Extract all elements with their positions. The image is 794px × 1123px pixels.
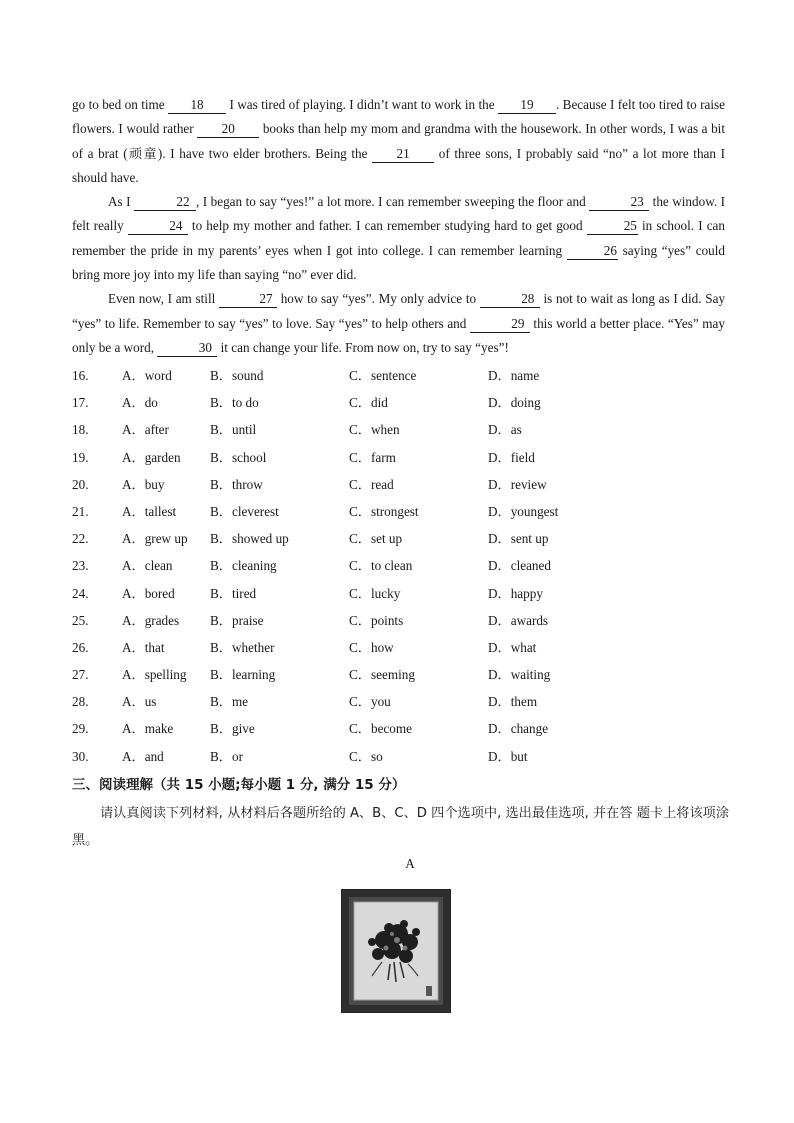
question-24: [72, 580, 732, 607]
question-number: 18.: [72, 422, 89, 438]
passage-text: . Because I felt too tired to raise flowers. I would rather: [72, 97, 726, 137]
question-28: [72, 688, 732, 715]
option-b: B．or: [210, 748, 243, 764]
passage-text: As I: [108, 194, 131, 210]
question-22: [72, 525, 732, 552]
passage-text: to help my mother and father. I can remember studying hard to get good: [191, 218, 583, 234]
option-b: B．whether: [210, 639, 275, 655]
question-number: 19.: [72, 449, 89, 465]
option-d: D．them: [488, 694, 538, 710]
option-b: B．school: [210, 449, 267, 465]
blank-24: 24: [128, 218, 188, 235]
option-d: D．cleaned: [488, 558, 551, 574]
option-b: B．praise: [210, 612, 264, 628]
question-number: 30.: [72, 748, 89, 764]
option-c: C．farm: [349, 449, 396, 465]
option-a: A．tallest: [122, 503, 177, 519]
option-c: C．when: [349, 422, 400, 438]
option-d: D．but: [488, 748, 528, 764]
passage-text: saying “yes” could bring more joy into my life than saying “no” ever did.: [72, 242, 725, 283]
option-c: C．set up: [349, 531, 403, 547]
section-instruction: 请认真阅读下列材料, 从材料后各题所给的 A、B、C、D 四个选项中, 选出最佳选项, 并在答 题卡上将该项涂黑。: [72, 806, 730, 848]
option-d: D．waiting: [488, 667, 551, 683]
option-d: D．youngest: [488, 503, 559, 519]
option-c: C．points: [349, 612, 404, 628]
blank-21: 21: [372, 146, 434, 163]
question-number: 22.: [72, 531, 89, 547]
blank-19: 19: [498, 97, 556, 114]
option-c: C．how: [349, 639, 394, 655]
option-c: C．seeming: [349, 667, 415, 683]
option-a: A．that: [122, 639, 165, 655]
framed-flower-picture-icon: [341, 889, 451, 1013]
blank-20: 20: [197, 121, 259, 138]
question-17: [72, 389, 732, 416]
passage-text: in school. I can remember the pride in my parents’ eyes when I got into college. I can remember learning: [72, 218, 725, 258]
question-16: [72, 362, 732, 389]
option-c: C．lucky: [349, 585, 401, 601]
option-d: D．awards: [488, 612, 549, 628]
blank-30: 30: [157, 340, 217, 357]
passage-text: , I began to say “yes!” a lot more. I can remember sweeping the floor and: [196, 194, 586, 210]
question-number: 23.: [72, 558, 89, 574]
option-b: B．me: [210, 694, 249, 710]
passage-text: this world a better place. “Yes” may only be a word,: [72, 315, 726, 355]
option-c: C．become: [349, 721, 412, 737]
question-20: [72, 471, 732, 498]
option-d: D．doing: [488, 395, 541, 411]
picture-drawing: [342, 890, 450, 1012]
option-a: A．clean: [122, 558, 173, 574]
blank-29: 29: [470, 316, 530, 333]
option-c: C．sentence: [349, 368, 417, 383]
question-number: 21.: [72, 503, 89, 519]
option-b: B．to do: [210, 395, 259, 411]
option-c: C．did: [349, 395, 388, 411]
option-a: A．buy: [122, 476, 165, 492]
question-18: [72, 416, 732, 443]
passage-paragraph-2: [72, 190, 725, 287]
passage-text: go to bed on time: [72, 97, 165, 112]
option-a: A．spelling: [122, 667, 187, 683]
option-b: B．until: [210, 422, 257, 438]
option-a: A．us: [122, 694, 157, 710]
question-29: [72, 715, 732, 742]
question-number: 17.: [72, 395, 89, 411]
option-d: D．sent up: [488, 531, 549, 547]
option-b: B．sound: [210, 368, 264, 383]
question-number: 20.: [72, 476, 89, 492]
blank-18: 18: [168, 97, 226, 114]
question-number: 29.: [72, 721, 89, 737]
option-b: B．give: [210, 721, 255, 737]
question-number: 24.: [72, 585, 89, 601]
question-number: 27.: [72, 667, 89, 683]
passage-text: it can change your life. From now on, try to say “yes”!: [220, 339, 509, 355]
option-a: A．grades: [122, 612, 180, 628]
question-number: 25.: [72, 612, 89, 628]
blank-23: 23: [589, 194, 649, 211]
option-a: A．bored: [122, 585, 175, 601]
blank-28: 28: [480, 291, 540, 308]
option-d: D．field: [488, 449, 535, 465]
option-a: A．word: [122, 368, 172, 383]
option-d: D．happy: [488, 585, 543, 601]
blank-26: 26: [567, 243, 618, 260]
option-a: A．grew up: [122, 531, 188, 547]
section-title: 三、阅读理解（共 15 小题;每小题 1 分, 满分 15 分）: [72, 777, 406, 793]
option-d: D．what: [488, 639, 537, 655]
passage-paragraph-3: [72, 287, 725, 360]
option-b: B．throw: [210, 476, 263, 492]
blank-22: 22: [134, 194, 196, 211]
question-26: [72, 634, 732, 661]
option-b: B．showed up: [210, 531, 289, 547]
passage-text: books than help my mom and grandma with the housework. In other words, I was a bit of a brat (顽童). I have two elder brothers. Being the: [72, 121, 726, 161]
question-23: [72, 552, 732, 579]
option-d: D．review: [488, 476, 547, 492]
passage-text: how to say “yes”. My only advice to: [280, 291, 477, 307]
option-a: A．and: [122, 748, 164, 764]
cloze-passage: [72, 93, 725, 360]
passage-text: Even now, I am still: [108, 291, 216, 307]
option-c: C．to clean: [349, 558, 413, 574]
option-a: A．after: [122, 422, 169, 438]
blank-25: 25: [587, 218, 638, 235]
question-19: [72, 444, 732, 471]
passage-text: I was tired of playing. I didn’t want to work in the: [229, 97, 495, 112]
option-b: B．cleaning: [210, 558, 277, 574]
option-b: B．cleverest: [210, 503, 279, 519]
question-25: [72, 607, 732, 634]
option-d: D．change: [488, 721, 549, 737]
question-number: 16.: [72, 368, 89, 383]
passage-paragraph-1: [72, 93, 725, 190]
answer-options: [72, 362, 732, 770]
option-b: B．learning: [210, 667, 276, 683]
option-d: D．name: [488, 368, 540, 383]
passage-text: is not to wait as long as I did. Say “yes” to life. Remember to say “yes” to love. Say “yes” to help others and: [72, 291, 726, 331]
option-a: A．make: [122, 721, 174, 737]
question-number: 28.: [72, 694, 89, 710]
passage-text: the window. I felt really: [72, 194, 726, 234]
passage-text: of three sons, I probably said “no” a lot more than I should have.: [72, 145, 726, 185]
passage-label: A: [405, 856, 415, 871]
option-b: B．tired: [210, 585, 257, 601]
option-c: C．read: [349, 476, 394, 492]
question-27: [72, 661, 732, 688]
question-number: 26.: [72, 639, 89, 655]
option-c: C．strongest: [349, 503, 419, 519]
option-a: A．do: [122, 395, 158, 411]
option-c: C．you: [349, 694, 391, 710]
blank-27: 27: [219, 291, 277, 308]
question-30: [72, 743, 732, 770]
question-21: [72, 498, 732, 525]
option-d: D．as: [488, 422, 522, 438]
option-a: A．garden: [122, 449, 181, 465]
option-c: C．so: [349, 748, 383, 764]
